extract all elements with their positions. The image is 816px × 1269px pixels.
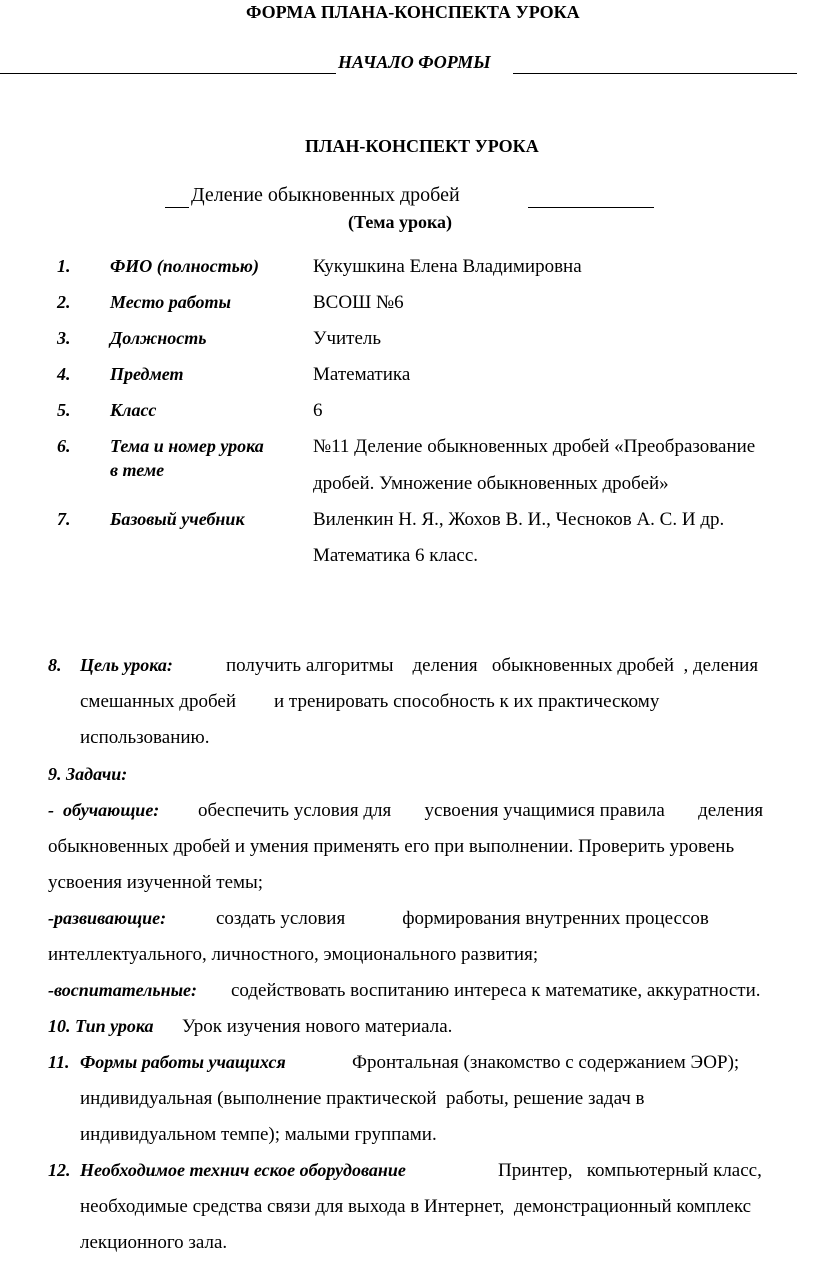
equipment-line3: лекционного зала. [80, 1232, 228, 1253]
row-label-fio: ФИО (полностью) [110, 256, 259, 276]
topic-caption: (Тема урока) [348, 212, 453, 232]
row-label-subject: Предмет [110, 364, 184, 384]
work-forms-number: 11. [48, 1052, 70, 1072]
row-label-topic-line1: Тема и номер урока [110, 436, 264, 456]
lesson-type-label: 10. Тип урока [48, 1016, 154, 1036]
goal-text-line1: получить алгоритмы деления обыкновенных дробей , деления [226, 655, 759, 676]
divider-right [513, 73, 797, 74]
row-number: 7. [57, 509, 71, 529]
tasks-developing-label: -развивающие: [48, 908, 167, 928]
row-label-workplace: Место работы [110, 292, 231, 312]
row-value-grade: 6 [313, 400, 323, 421]
row-value-subject: Математика [313, 364, 411, 385]
row-value-topic-line2: дробей. Умножение обыкновенных дробей» [313, 473, 669, 494]
row-value-fio: Кукушкина Елена Владимировна [313, 256, 582, 277]
equipment-line2: необходимые средства связи для выхода в Интернет, демонстрационный комплекс [80, 1196, 752, 1217]
goal-text-line2: смешанных дробей и тренировать способность к их практическому [80, 691, 660, 712]
row-value-position: Учитель [313, 328, 382, 349]
tasks-educational-label: -воспитательные: [48, 980, 198, 1000]
row-number: 4. [57, 364, 71, 384]
tasks-teaching-line2: обыкновенных дробей и умения применять его при выполнении. Проверить уровень [48, 836, 735, 857]
topic-underline-right [528, 207, 654, 208]
row-number: 5. [57, 400, 71, 420]
lesson-type-value: Урок изучения нового материала. [182, 1016, 453, 1037]
work-forms-label: Формы работы учащихся [80, 1052, 286, 1072]
form-title: ФОРМА ПЛАНА-КОНСПЕКТА УРОКА [246, 2, 580, 22]
tasks-teaching-label: - обучающие: [48, 800, 160, 820]
row-value-textbook-line1: Виленкин Н. Я., Жохов В. И., Чесноков А. С. И др. [313, 509, 725, 530]
divider-left [0, 73, 336, 74]
row-label-grade: Класс [110, 400, 157, 420]
work-forms-line2: индивидуальная (выполнение практической работы, решение задач в [80, 1088, 645, 1109]
work-forms-line1: Фронтальная (знакомство с содержанием ЭОР); [352, 1052, 740, 1073]
row-value-topic-line1: №11 Деление обыкновенных дробей «Преобразование [313, 436, 756, 457]
work-forms-line3: индивидуальном темпе); малыми группами. [80, 1124, 437, 1145]
goal-text-line3: использованию. [80, 727, 210, 748]
equipment-line1: Принтер, компьютерный класс, [498, 1160, 762, 1181]
row-number: 6. [57, 436, 71, 456]
equipment-label: Необходимое технич еское оборудование [80, 1160, 406, 1180]
row-number: 2. [57, 292, 71, 312]
row-number: 3. [57, 328, 71, 348]
goal-number: 8. [48, 655, 62, 675]
equipment-number: 12. [48, 1160, 71, 1180]
row-value-workplace: ВСОШ №6 [313, 292, 404, 313]
plan-title: ПЛАН-КОНСПЕКТ УРОКА [305, 136, 539, 156]
tasks-educational-line1: содействовать воспитанию интереса к математике, аккуратности. [231, 980, 761, 1001]
goal-label: Цель урока: [80, 655, 173, 675]
tasks-teaching-line1: обеспечить условия для усвоения учащимися правила деления [198, 800, 764, 821]
row-label-topic-line2: в теме [110, 460, 165, 480]
tasks-developing-line2: интеллектуального, личностного, эмоционального развития; [48, 944, 539, 965]
form-start-label: НАЧАЛО ФОРМЫ [338, 52, 491, 72]
row-label-position: Должность [110, 328, 207, 348]
row-value-textbook-line2: Математика 6 класс. [313, 545, 479, 566]
tasks-title: 9. Задачи: [48, 764, 128, 784]
tasks-teaching-line3: усвоения изученной темы; [48, 872, 264, 893]
row-label-textbook: Базовый учебник [110, 509, 245, 529]
lesson-topic: Деление обыкновенных дробей [191, 184, 460, 206]
tasks-developing-line1: создать условия формирования внутренних процессов [216, 908, 709, 929]
topic-underline-left [165, 207, 189, 208]
row-number: 1. [57, 256, 71, 276]
